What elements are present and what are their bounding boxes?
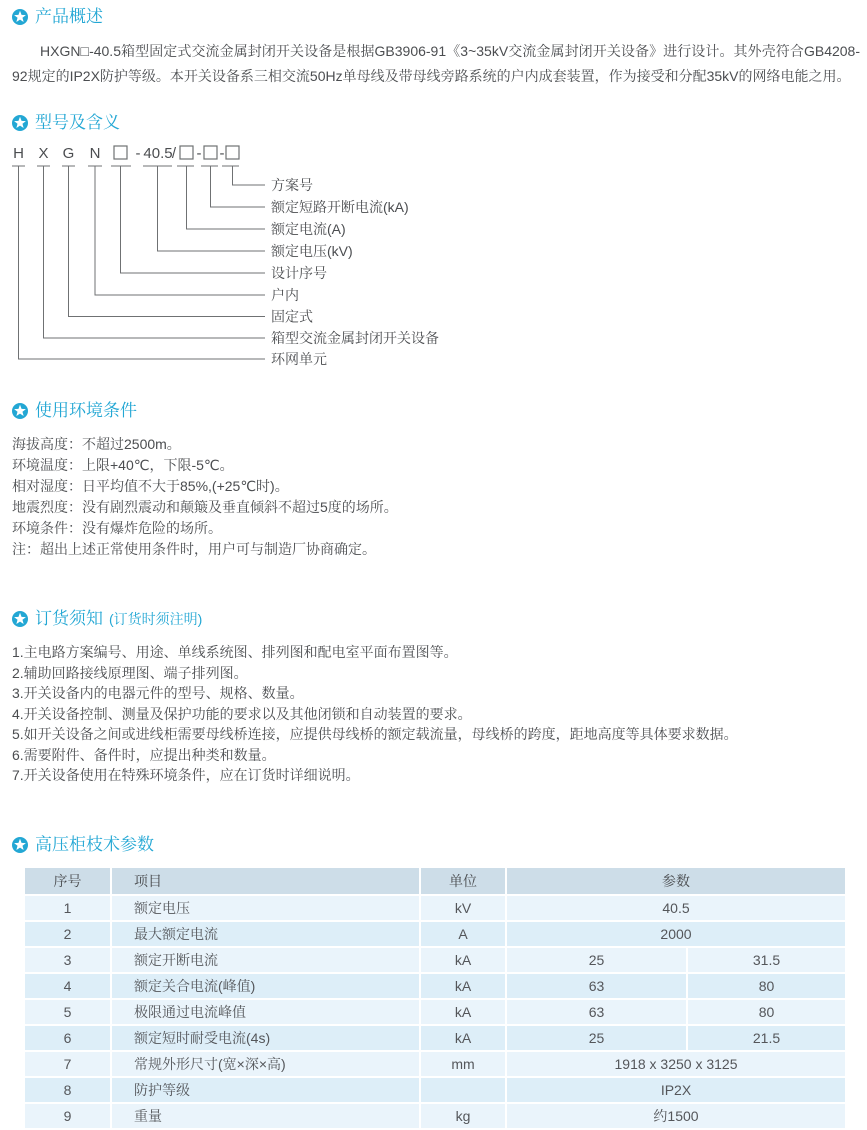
table-row [25,999,845,1025]
cell-param-b: 31.5 [687,947,845,973]
cell-unit: mm [420,1051,506,1077]
cell-param: 40.5 [506,895,845,921]
cell-seq: 8 [25,1077,111,1103]
cell-item: 额定关合电流(峰值) [111,973,420,999]
model-label: 箱型交流金属封闭开关设备 [271,330,439,346]
cell-param: 约1500 [506,1103,845,1129]
section-technical-parameters [12,834,860,1130]
env-condition-item: 环境温度：上限+40℃，下限-5℃。 [12,457,234,473]
cell-unit [420,1077,506,1103]
section-model-meaning [12,112,860,374]
model-label: 环网单元 [271,351,327,367]
cell-param-a: 25 [506,1025,687,1051]
table-row [25,1077,845,1103]
model-placeholder-box [226,146,239,159]
model-letter: X [38,145,49,162]
star-bullet-icon [12,837,28,853]
model-placeholder-box [180,146,193,159]
cell-unit: kA [420,1025,506,1051]
cell-unit: kA [420,947,506,973]
model-placeholder-box [114,146,127,159]
section-title-text: 产品概述 [35,7,103,26]
cell-item: 重量 [111,1103,420,1129]
section-title-text: 高压柜枝术参数 [35,835,154,854]
cell-param-a: 63 [506,973,687,999]
ordering-item: 6.需要附件、备件时，应提出种类和数量。 [12,746,276,763]
model-label: 额定电压(kV) [271,243,353,259]
column-header-item: 项目 [111,868,420,895]
cell-item: 防护等级 [111,1077,420,1103]
model-label: 户内 [271,287,299,303]
cell-param-b: 80 [687,973,845,999]
cell-unit: kA [420,973,506,999]
column-header-seq: 序号 [25,868,111,895]
env-condition-item: 地震烈度：没有剧烈震动和颠簸及垂直倾斜不超过5度的场所。 [12,499,398,515]
ordering-item: 7.开关设备使用在特殊环境条件，应在订货时详细说明。 [12,767,360,783]
cell-item: 额定开断电流 [111,947,420,973]
model-letter: G [62,145,75,162]
cell-param: IP2X [506,1077,845,1103]
table-row [25,1025,845,1051]
model-connector-lines [12,166,265,359]
ordering-title-note: (订货时须注明) [109,611,203,627]
cell-param-a: 63 [506,999,687,1025]
cell-param-a: 25 [506,947,687,973]
table-header-row [25,868,845,895]
section-product-overview [12,6,860,89]
cell-seq: 4 [25,973,111,999]
cell-param-b: 80 [687,999,845,1025]
env-condition-item: 海拔高度：不超过2500m。 [12,436,181,452]
cell-item: 额定电压 [111,895,420,921]
section-title-text: 使用环境条件 [35,401,137,420]
model-label: 额定电流(A) [271,221,346,237]
model-dash: - [135,145,141,162]
section-title-text: 型号及含义 [35,113,120,132]
environment-title [12,400,860,422]
cell-param: 2000 [506,921,845,947]
cell-item: 极限通过电流峰值 [111,999,420,1025]
model-voltage: 40.5 [143,145,173,162]
ordering-item: 2.辅助回路接线原理图、端子排列图。 [12,664,248,681]
cell-param: 1918 x 3250 x 3125 [506,1051,845,1077]
cell-item: 额定短时耐受电流(4s) [111,1025,420,1051]
cell-seq: 7 [25,1051,111,1077]
section-ordering [12,608,860,786]
product-overview-title [12,6,860,28]
section-title-text: 订货须知 [35,609,103,628]
star-bullet-icon [12,115,28,131]
cell-item: 最大额定电流 [111,921,420,947]
cell-unit: kg [420,1103,506,1129]
model-slash: / [171,145,177,162]
model-placeholder-box [204,146,217,159]
model-label: 固定式 [271,308,313,325]
table-row [25,1103,845,1129]
table-row [25,921,845,947]
parameters-title [12,834,860,856]
model-letter: H [13,145,24,162]
table-row [25,895,845,921]
cell-param-b: 21.5 [687,1025,845,1051]
model-label: 额定短路开断电流(kA) [271,199,409,215]
model-code-diagram [12,142,492,374]
ordering-item: 5.如开关设备之间或进线柜需要母线桥连接，应提供母线桥的额定载流量，母线桥的跨度，距地高度等具体要求数据。 [12,726,738,742]
cell-unit: kA [420,999,506,1025]
cell-seq: 2 [25,921,111,947]
model-meaning-title [12,112,860,134]
column-header-param: 参数 [506,868,845,895]
cell-unit: A [420,921,506,947]
model-letter: N [89,145,101,162]
cell-seq: 1 [25,895,111,921]
parameters-table [25,868,845,1130]
star-bullet-icon [12,9,28,25]
overview-paragraph: HXGN□-40.5箱型固定式交流金属封闭开关设备是根据GB3906-91《3~35kV交流金属封闭开关设备》进行设计。其外壳符合GB4208-92规定的IP2X防护等级。本开关设备系三相交流50Hz单母线及带母线旁路系统的户内成套装置，作为接受和分配35kV的网络电能之用。 [12,43,860,84]
cell-item: 常规外形尺寸(宽×深×高) [111,1051,420,1077]
env-condition-item: 注：超出上述正常使用条件时，用户可与制造厂协商确定。 [12,541,376,557]
model-dash: - [196,145,202,162]
model-dash: - [219,145,225,162]
cell-unit: kV [420,895,506,921]
table-row [25,973,845,999]
cell-seq: 3 [25,947,111,973]
star-bullet-icon [12,611,28,627]
ordering-item: 3.开关设备内的电器元件的型号、规格、数量。 [12,685,304,701]
env-condition-item: 环境条件：没有爆炸危险的场所。 [12,520,222,536]
ordering-item: 4.开关设备控制、测量及保护功能的要求以及其他闭锁和自动装置的要求。 [12,705,472,722]
section-environment [12,400,860,560]
ordering-items-list [12,642,860,786]
cell-seq: 9 [25,1103,111,1129]
cell-seq: 6 [25,1025,111,1051]
environment-conditions-list [12,434,860,560]
model-label: 方案号 [271,177,313,193]
env-condition-item: 相对湿度：日平均值不大于85%,(+25℃时)。 [12,478,289,494]
cell-seq: 5 [25,999,111,1025]
model-label: 设计序号 [271,265,327,281]
table-row [25,1051,845,1077]
column-header-unit: 单位 [420,868,506,895]
star-bullet-icon [12,403,28,419]
ordering-title [12,608,860,630]
ordering-item: 1.主电路方案编号、用途、单线系统图、排列图和配电室平面布置图等。 [12,644,458,660]
table-row [25,947,845,973]
